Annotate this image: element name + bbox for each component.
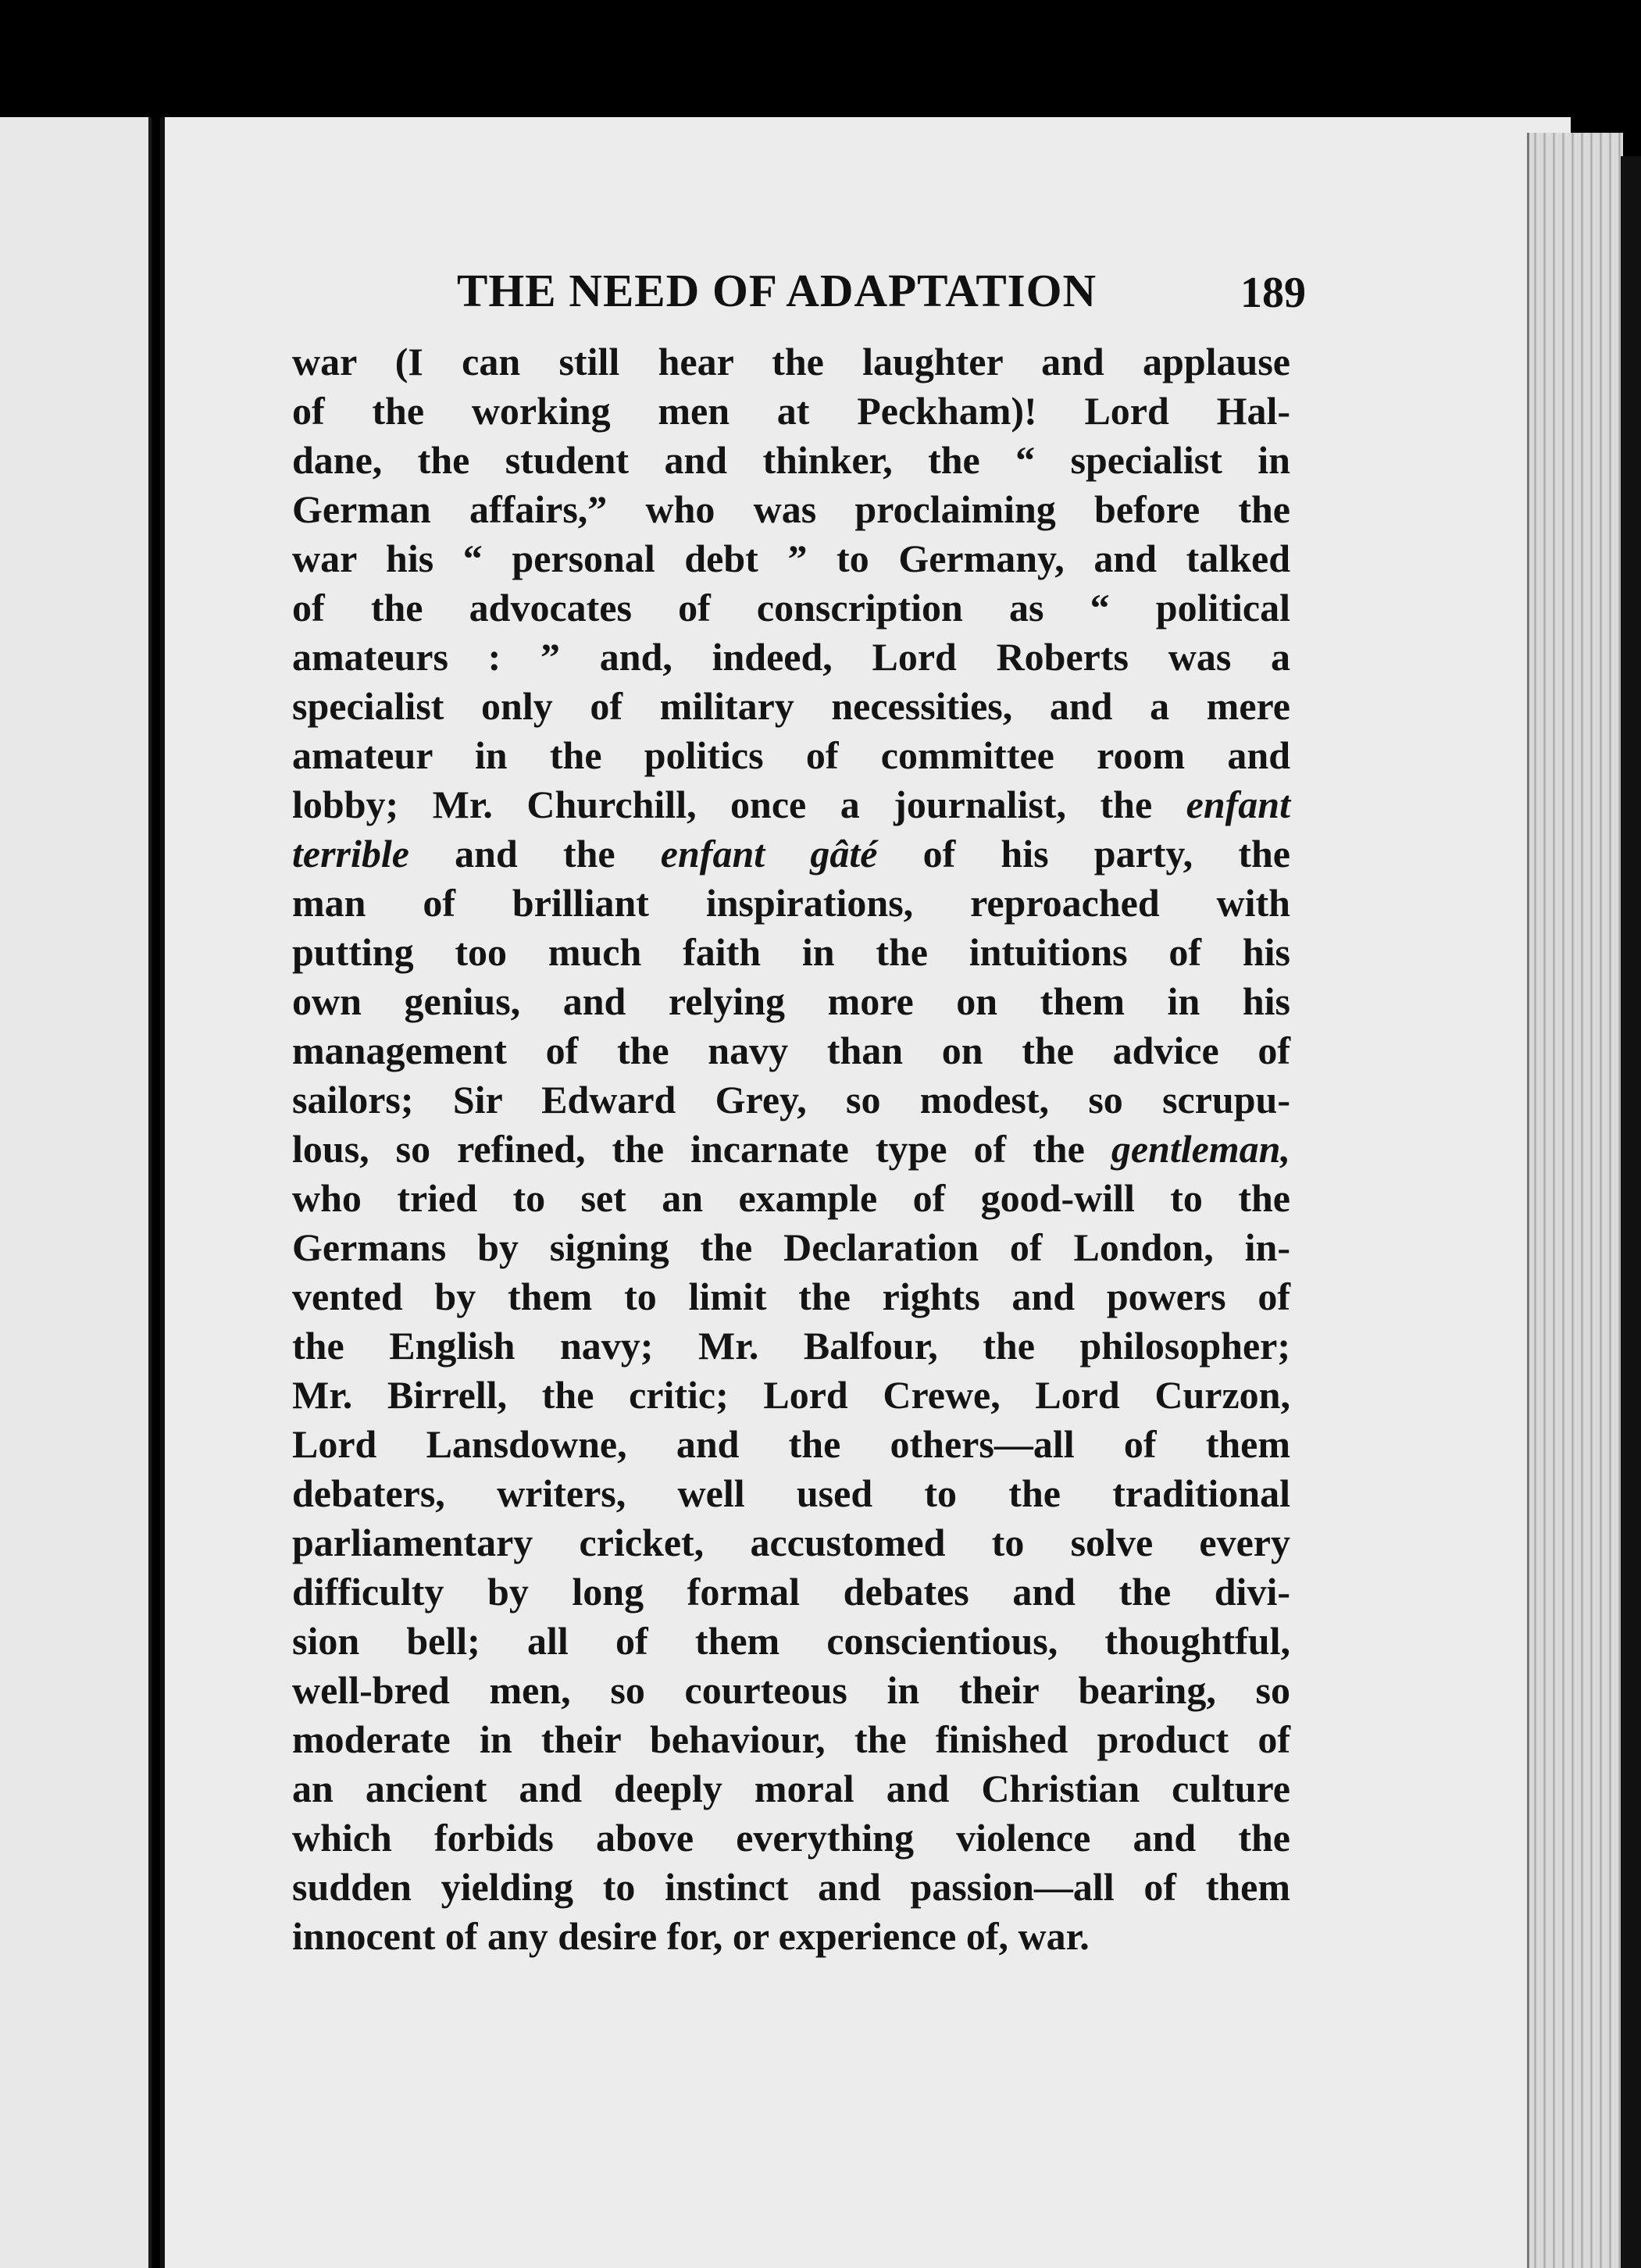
text-line: [292, 682, 1290, 731]
text-line: [292, 977, 1290, 1026]
text-line: [292, 534, 1290, 583]
text-line: [292, 387, 1290, 436]
text-line: [292, 1666, 1290, 1715]
running-head: THE NEED OF ADAPTATION: [457, 265, 1097, 316]
italic-phrase: enfant: [1186, 783, 1290, 826]
text-segment: of the advocates of conscription as “ political: [292, 586, 1290, 629]
book-fore-edge: [1527, 133, 1623, 2268]
text-line: [292, 583, 1290, 633]
text-line: [292, 1863, 1290, 1912]
text-segment: amateur in the politics of committee room and: [292, 733, 1290, 777]
text-segment: amateurs : ” and, indeed, Lord Roberts was a: [292, 635, 1290, 679]
text-segment: the English navy; Mr. Balfour, the philosopher;: [292, 1324, 1290, 1368]
text-segment: well-bred men, so courteous in their bearing, so: [292, 1668, 1290, 1712]
italic-phrase: enfant gâté: [660, 832, 878, 875]
text-line: [292, 1371, 1290, 1420]
text-line: [292, 829, 1290, 879]
text-segment: vented by them to limit the rights and powers of: [292, 1275, 1290, 1318]
page-number: 189: [1240, 269, 1306, 317]
text-line: [292, 1420, 1290, 1469]
text-segment: sailors; Sir Edward Grey, so modest, so scrupu-: [292, 1078, 1290, 1122]
text-segment: which forbids above everything violence and the: [292, 1816, 1290, 1860]
text-segment: parliamentary cricket, accustomed to solve every: [292, 1521, 1290, 1564]
text-segment: war his “ personal debt ” to Germany, and talked: [292, 537, 1290, 580]
text-line: [292, 337, 1290, 387]
text-line: [292, 879, 1290, 928]
text-segment: Lord Lansdowne, and the others—all of them: [292, 1422, 1290, 1466]
text-line: [292, 1518, 1290, 1567]
text-segment: German affairs,” who was proclaiming before the: [292, 487, 1290, 531]
text-segment: lobby; Mr. Churchill, once a journalist, the: [292, 783, 1186, 826]
text-segment: putting too much faith in the intuitions of his: [292, 930, 1290, 974]
text-line: [292, 1813, 1290, 1863]
text-line: [292, 1223, 1290, 1272]
text-segment: lous, so refined, the incarnate type of the: [292, 1127, 1111, 1171]
text-segment: specialist only of military necessities, and a mere: [292, 684, 1290, 728]
text-segment: war (I can still hear the laughter and applause: [292, 340, 1290, 383]
italic-phrase: terrible: [292, 832, 409, 875]
text-segment: moderate in their behaviour, the finished product of: [292, 1717, 1290, 1761]
text-line: [292, 436, 1290, 485]
text-segment: Mr. Birrell, the critic; Lord Crewe, Lord Curzon,: [292, 1373, 1290, 1417]
text-line: [292, 1174, 1290, 1223]
text-segment: of the working men at Peckham)! Lord Hal-: [292, 389, 1290, 433]
text-segment: an ancient and deeply moral and Christian culture: [292, 1767, 1290, 1810]
scan-border: [1621, 156, 1641, 2268]
text-line: [292, 633, 1290, 682]
text-line: [292, 1715, 1290, 1764]
text-line: [292, 1764, 1290, 1813]
text-line: [292, 1912, 1290, 1961]
text-segment: management of the navy than on the advice of: [292, 1029, 1290, 1072]
text-line: [292, 485, 1290, 534]
text-line: [292, 928, 1290, 977]
text-segment: innocent of any desire for, or experience of, war.: [292, 1914, 1090, 1958]
text-line: [292, 731, 1290, 780]
text-line: [292, 1321, 1290, 1371]
text-segment: difficulty by long formal debates and the divi-: [292, 1570, 1290, 1614]
italic-phrase: gentleman,: [1111, 1127, 1290, 1171]
text-segment: and the: [408, 832, 661, 875]
text-segment: own genius, and relying more on them in his: [292, 979, 1290, 1023]
text-segment: Germans by signing the Declaration of London, in-: [292, 1225, 1290, 1269]
text-line: [292, 1125, 1290, 1174]
text-line: [292, 1567, 1290, 1617]
text-line: [292, 1469, 1290, 1518]
text-segment: of his party, the: [877, 832, 1290, 875]
text-segment: sion bell; all of them conscientious, thoughtful,: [292, 1619, 1290, 1663]
text-line: [292, 1026, 1290, 1075]
text-segment: debaters, writers, well used to the traditional: [292, 1471, 1290, 1515]
text-segment: dane, the student and thinker, the “ specialist in: [292, 438, 1290, 482]
text-segment: man of brilliant inspirations, reproached with: [292, 881, 1290, 925]
text-segment: sudden yielding to instinct and passion—all of them: [292, 1865, 1290, 1909]
text-segment: who tried to set an example of good-will to the: [292, 1176, 1290, 1220]
adjacent-page-edge: [0, 117, 152, 2268]
text-line: [292, 1272, 1290, 1321]
text-line: [292, 1617, 1290, 1666]
text-line: [292, 1075, 1290, 1125]
body-text: [292, 337, 1290, 1961]
text-line: [292, 780, 1290, 829]
